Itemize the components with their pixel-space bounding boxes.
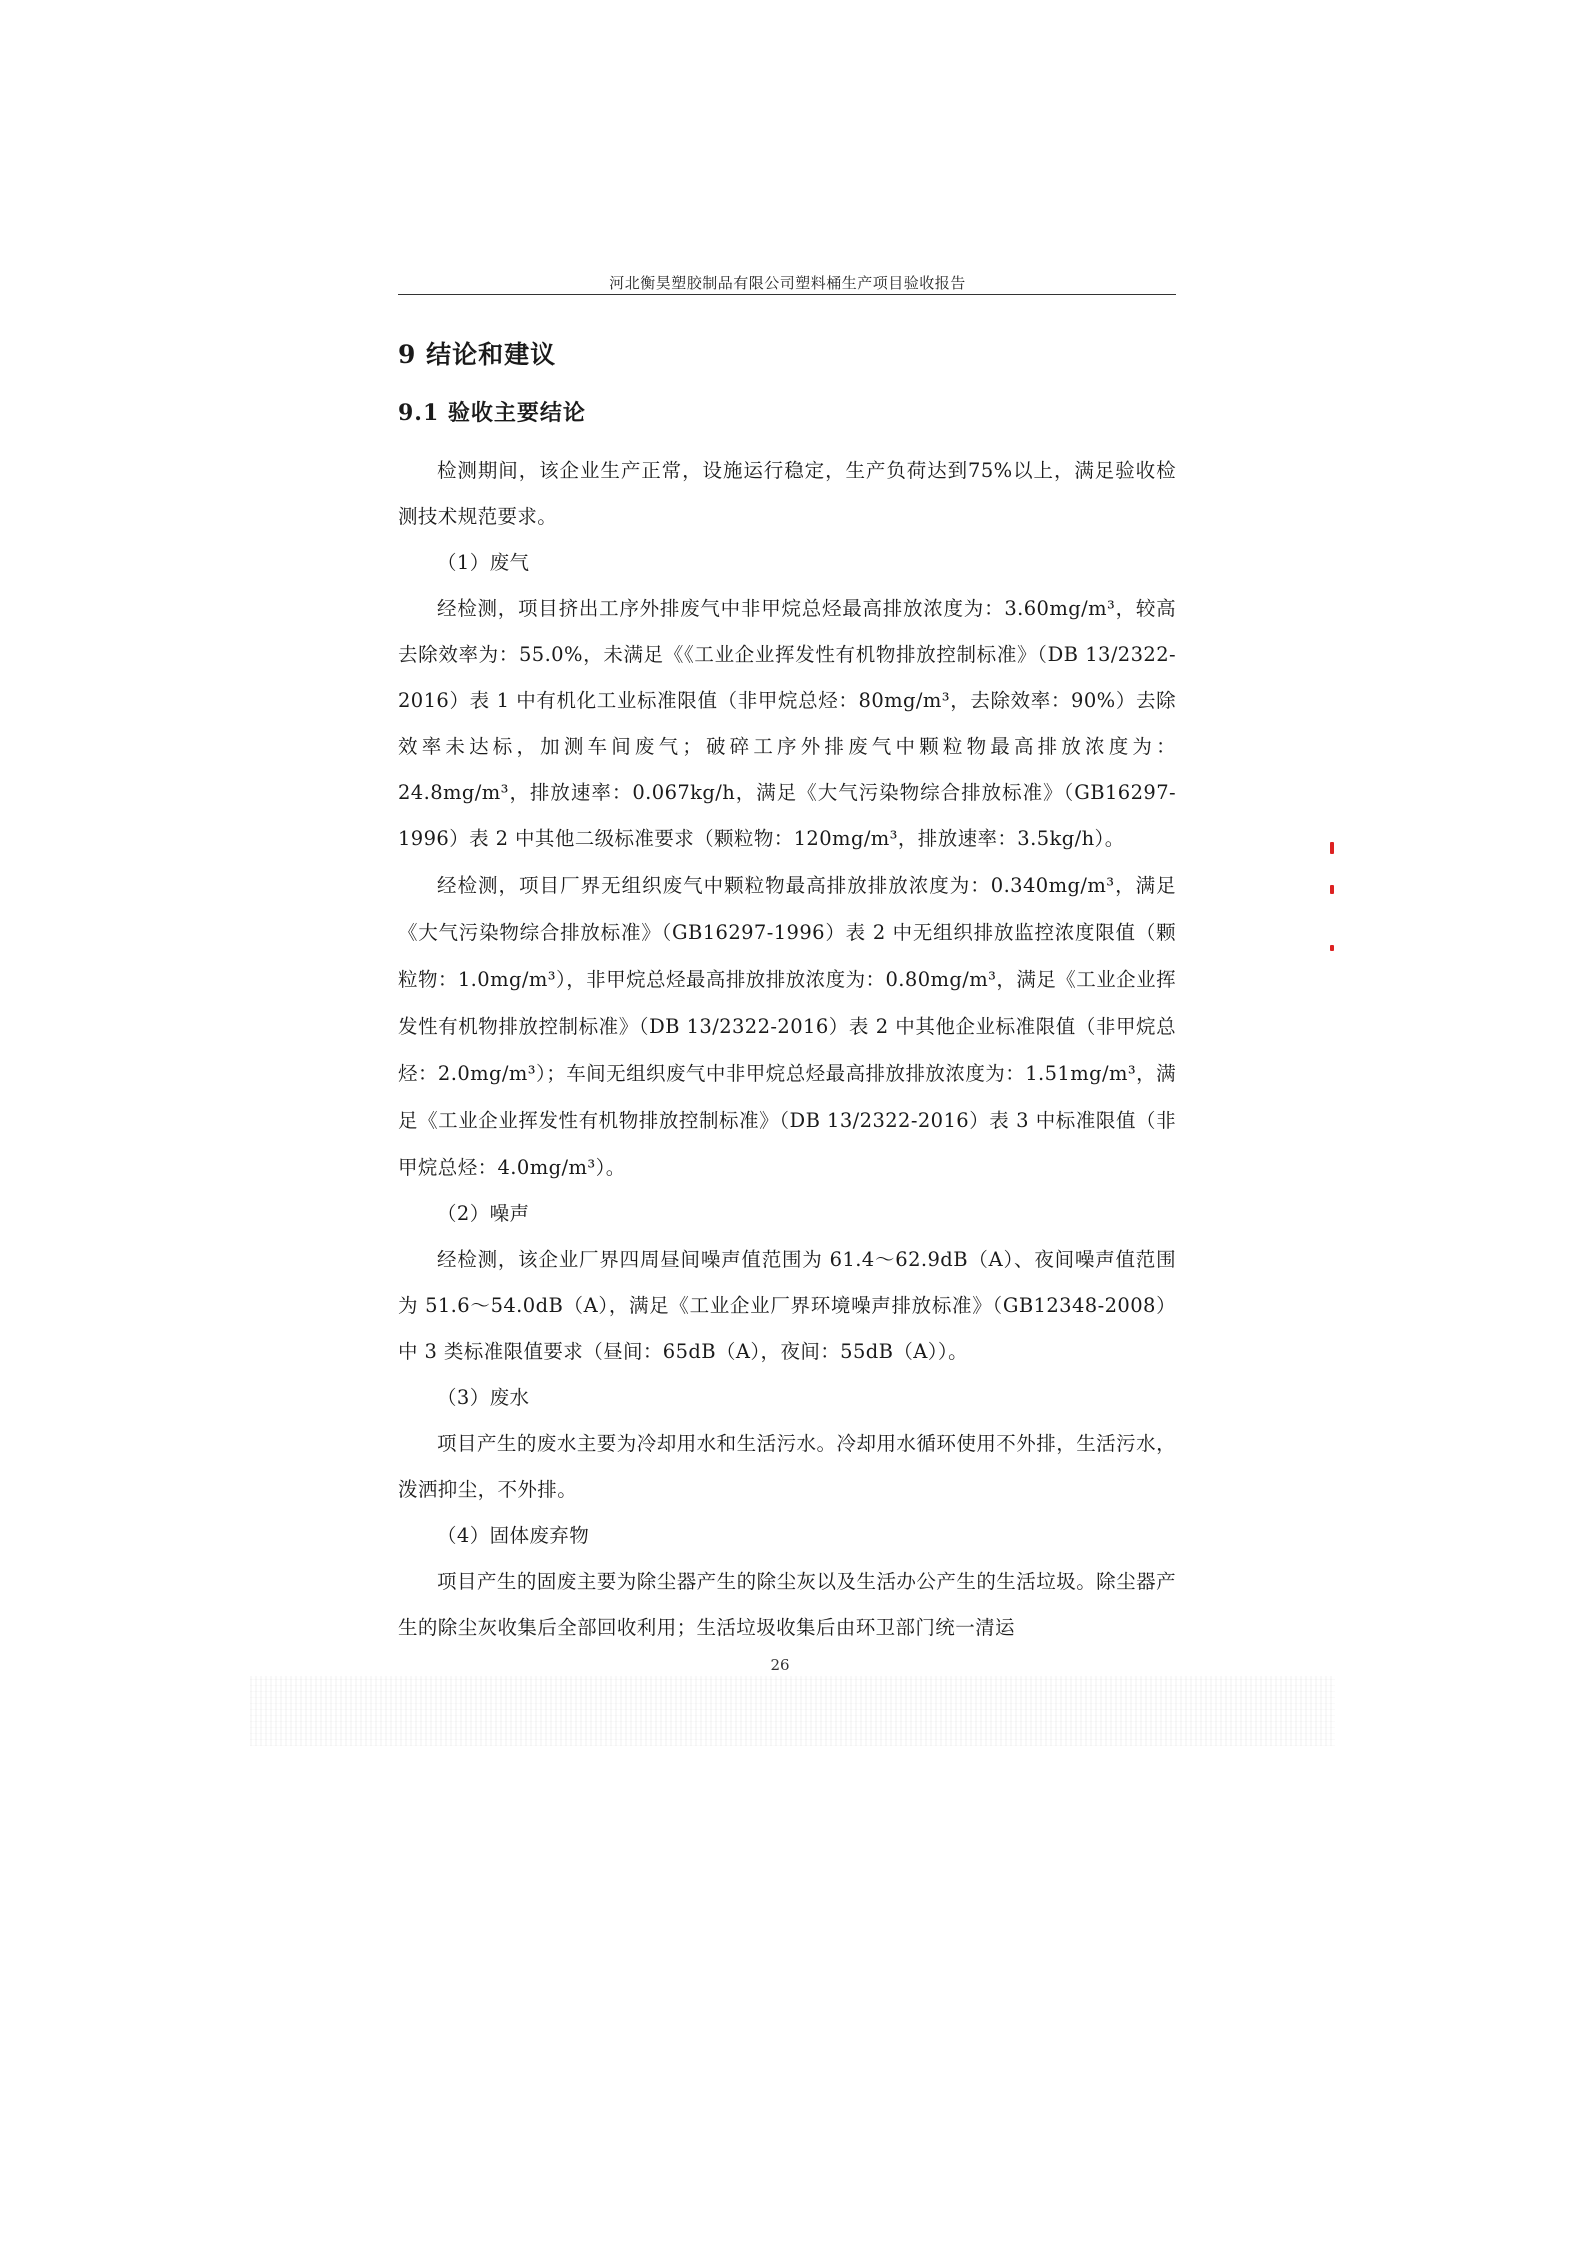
paragraph-waste-gas-organized: 经检测，项目挤出工序外排废气中非甲烷总烃最高排放浓度为：3.60mg/m³，较高去除效率为：55.0%，未满足《《工业企业挥发性有机物排放控制标准》（DB 13/2322-2016）表 1 中有机化工业标准限值（非甲烷总烃：80mg/m³，去除效率：90%）去除效率未达标，加测车间废气；破碎工序外排废气中颗粒物最高排放浓度为：24.8mg/m³，排放速率：0.067kg/h，满足《大气污染物综合排放标准》（GB16297-1996）表 2 中其他二级标准要求（颗粒物：120mg/m³，排放速率：3.5kg/h）。 — [398, 597, 1176, 850]
running-header: 河北衡昊塑胶制品有限公司塑料桶生产项目验收报告 — [609, 274, 966, 292]
subheading-noise: （2）噪声 — [437, 1202, 530, 1225]
subheading-wastewater: （3）废水 — [437, 1386, 530, 1409]
paragraph-intro: 检测期间，该企业生产正常，设施运行稳定，生产负荷达到75%以上，满足验收检测技术规范要求。 — [398, 459, 1176, 528]
red-stamp-edge-mark — [1330, 945, 1334, 951]
subheading-solid-waste: （4）固体废弃物 — [437, 1524, 590, 1547]
scan-noise-band — [250, 1676, 1335, 1746]
paragraph-wastewater: 项目产生的废水主要为冷却用水和生活污水。冷却用水循环使用不外排，生活污水，泼洒抑尘，不外排。 — [398, 1432, 1176, 1501]
section-heading: 9 结论和建议 — [398, 340, 557, 369]
header-rule — [398, 294, 1176, 295]
page-number: 26 — [770, 1656, 790, 1674]
red-stamp-edge-mark — [1330, 842, 1334, 854]
paragraph-noise: 经检测，该企业厂界四周昼间噪声值范围为 61.4～62.9dB（A）、夜间噪声值范围为 51.6～54.0dB（A），满足《工业企业厂界环境噪声排放标准》（GB12348-2008）中 3 类标准限值要求（昼间：65dB（A），夜间：55dB（A））。 — [398, 1248, 1176, 1363]
paragraph-waste-gas-fugitive: 经检测，项目厂界无组织废气中颗粒物最高排放排放浓度为：0.340mg/m³，满足《大气污染物综合排放标准》（GB16297-1996）表 2 中无组织排放监控浓度限值（颗粒物：1.0mg/m³），非甲烷总烃最高排放排放浓度为：0.80mg/m³，满足《工业企业挥发性有机物排放控制标准》（DB 13/2322-2016）表 2 中其他企业标准限值（非甲烷总烃：2.0mg/m³）；车间无组织废气中非甲烷总烃最高排放排放浓度为：1.51mg/m³，满足《工业企业挥发性有机物排放控制标准》（DB 13/2322-2016）表 3 中标准限值（非甲烷总烃：4.0mg/m³）。 — [398, 874, 1176, 1179]
red-stamp-edge-mark — [1330, 885, 1334, 894]
paragraph-solid-waste: 项目产生的固废主要为除尘器产生的除尘灰以及生活办公产生的生活垃圾。除尘器产生的除尘灰收集后全部回收利用；生活垃圾收集后由环卫部门统一清运 — [398, 1570, 1176, 1639]
body-text — [398, 448, 1176, 1651]
subheading-waste-gas: （1）废气 — [437, 551, 530, 574]
subsection-heading: 9.1 验收主要结论 — [398, 400, 586, 426]
